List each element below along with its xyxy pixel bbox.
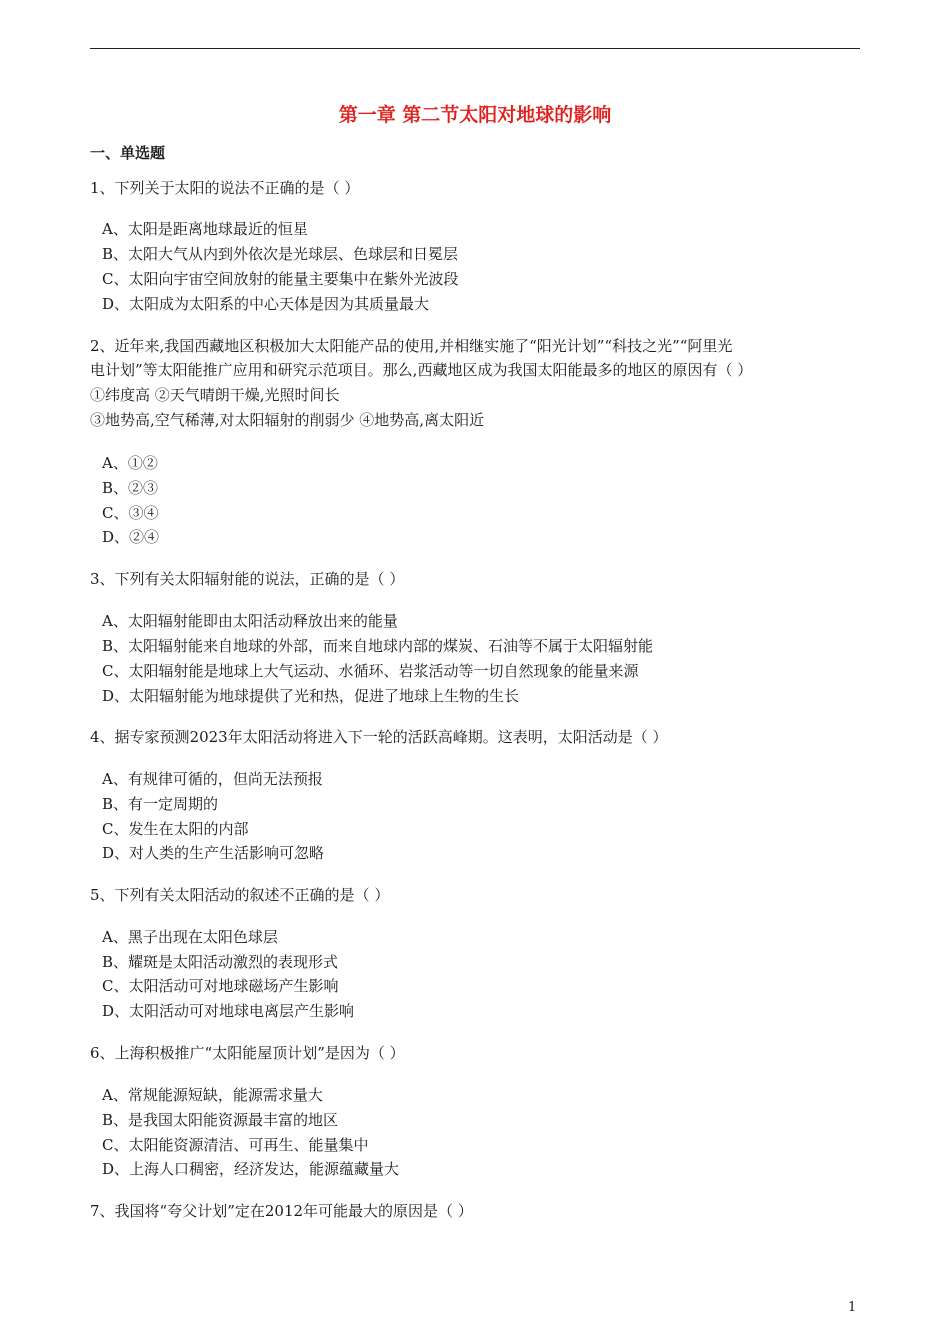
- question-3-option-b: B、太阳辐射能来自地球的外部，而来自地球内部的煤炭、石油等不属于太阳辐射能: [102, 637, 654, 655]
- question-6-option-b: B、是我国太阳能资源最丰富的地区: [102, 1111, 339, 1129]
- question-2-option-b: B、②③: [102, 479, 159, 497]
- question-4-stem: 4、据专家预测2023年太阳活动将进入下一轮的活跃高峰期。这表明，太阳活动是（ ）: [90, 728, 668, 746]
- question-2-stem-line-4: ③地势高,空气稀薄,对太阳辐射的削弱少 ④地势高,离太阳近: [90, 411, 485, 429]
- question-5-option-c: C、太阳活动可对地球磁场产生影响: [102, 977, 339, 995]
- question-4-option-a: A、有规律可循的，但尚无法预报: [102, 770, 323, 788]
- question-1-option-a: A、太阳是距离地球最近的恒星: [102, 220, 308, 238]
- question-1-option-b: B、太阳大气从内到外依次是光球层、色球层和日冕层: [102, 245, 459, 263]
- question-3-option-d: D、太阳辐射能为地球提供了光和热，促进了地球上生物的生长: [102, 687, 520, 705]
- question-2-stem-line-2: 电计划”等太阳能推广应用和研究示范项目。那么,西藏地区成为我国太阳能最多的地区的原因有（ ）: [90, 361, 753, 379]
- question-6-option-a: A、常规能源短缺，能源需求量大: [102, 1086, 323, 1104]
- question-4-option-d: D、对人类的生产生活影响可忽略: [102, 844, 325, 862]
- question-6-stem: 6、上海积极推广“太阳能屋顶计划”是因为（ ）: [90, 1044, 405, 1062]
- section-heading: 一、单选题: [90, 144, 166, 162]
- question-5-option-b: B、耀斑是太阳活动激烈的表现形式: [102, 953, 339, 971]
- question-6-option-d: D、上海人口稠密，经济发达，能源蕴藏量大: [102, 1160, 400, 1178]
- page-number: 1: [848, 1300, 857, 1315]
- question-3-option-c: C、太阳辐射能是地球上大气运动、水循环、岩浆活动等一切自然现象的能量来源: [102, 662, 639, 680]
- question-5-stem: 5、下列有关太阳活动的叙述不正确的是（ ）: [90, 886, 390, 904]
- question-2-stem-line-1: 2、近年来,我国西藏地区积极加大太阳能产品的使用,并相继实施了“阳光计划”“科技之光”“阿里光: [90, 337, 733, 355]
- page-title: 第一章 第二节太阳对地球的影响: [338, 104, 612, 126]
- question-5-option-a: A、黑子出现在太阳色球层: [102, 928, 278, 946]
- question-2-option-c: C、③④: [102, 504, 159, 522]
- question-3-stem: 3、下列有关太阳辐射能的说法，正确的是（ ）: [90, 570, 405, 588]
- question-1-option-d: D、太阳成为太阳系的中心天体是因为其质量最大: [102, 295, 430, 313]
- question-6-option-c: C、太阳能资源清洁、可再生、能量集中: [102, 1136, 369, 1154]
- question-1-option-c: C、太阳向宇宙空间放射的能量主要集中在紫外光波段: [102, 270, 459, 288]
- question-2-option-a: A、①②: [102, 454, 158, 472]
- question-2-stem-line-3: ①纬度高 ②天气晴朗干燥,光照时间长: [90, 386, 340, 404]
- question-4-option-c: C、发生在太阳的内部: [102, 820, 249, 838]
- question-4-option-b: B、有一定周期的: [102, 795, 219, 813]
- question-7-stem: 7、我国将“夸父计划”定在2012年可能最大的原因是（ ）: [90, 1202, 473, 1220]
- question-5-option-d: D、太阳活动可对地球电离层产生影响: [102, 1002, 355, 1020]
- question-1-stem: 1、下列关于太阳的说法不正确的是（ ）: [90, 179, 360, 197]
- header-rule: [90, 48, 860, 49]
- question-3-option-a: A、太阳辐射能即由太阳活动释放出来的能量: [102, 612, 398, 630]
- question-2-option-d: D、②④: [102, 528, 160, 546]
